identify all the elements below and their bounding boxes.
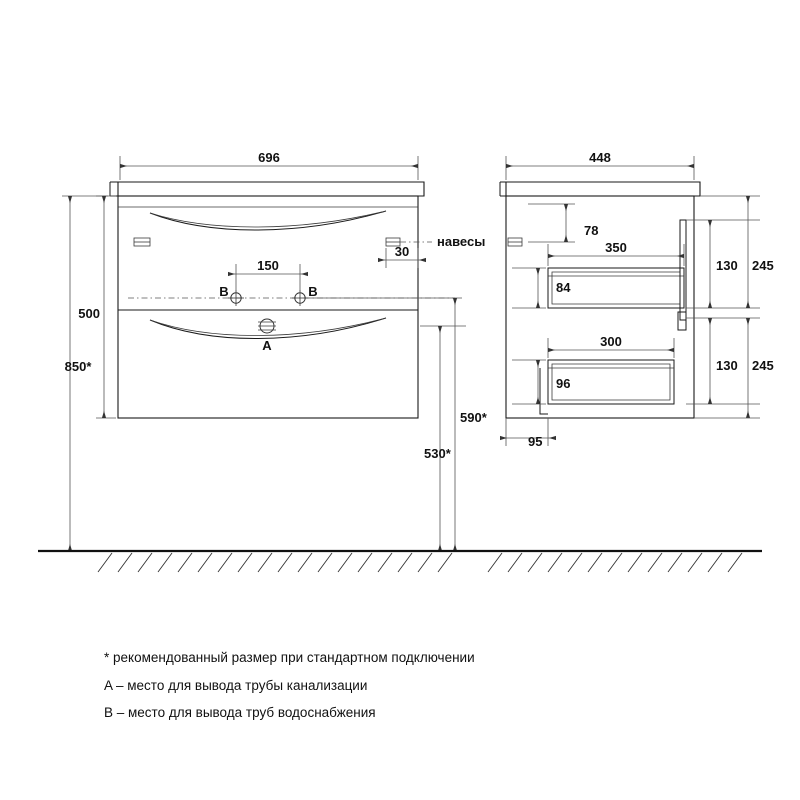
dim-top-offset: 78 [584, 223, 599, 238]
label-water-left: B [219, 284, 229, 299]
legend-line-3: B – место для вывода труб водоснабжения [104, 705, 376, 720]
label-drain: A [262, 338, 272, 353]
dim-lower-drawer-height: 96 [556, 376, 571, 391]
label-hanger: навесы [437, 234, 486, 249]
dim-water-height: 530* [424, 446, 451, 461]
dim-total-height: 850* [64, 359, 92, 374]
dim-cabinet-height: 500 [78, 306, 100, 321]
front-view-geometry [110, 182, 455, 418]
legend-line-1: * рекомендованный размер при стандартном подключении [104, 650, 475, 665]
side-view-geometry [500, 182, 700, 418]
ground-line [38, 551, 762, 572]
dim-drain-height: 590* [460, 410, 487, 425]
dim-lower-drawer-width: 300 [600, 334, 622, 349]
dim-side-depth: 448 [589, 150, 611, 165]
label-water-right: B [308, 284, 318, 299]
dim-lower-right-2: 245 [752, 358, 774, 373]
legend-line-2: A – место для вывода трубы канализации [104, 678, 368, 693]
dim-upper-drawer-height: 84 [556, 280, 571, 295]
dim-bottom-offset: 95 [528, 434, 543, 449]
dim-front-width: 696 [258, 150, 280, 165]
dim-upper-right-1: 130 [716, 258, 738, 273]
dim-lower-right-1: 130 [716, 358, 738, 373]
dim-hanger-offset: 30 [394, 244, 410, 259]
dim-upper-drawer-width: 350 [605, 240, 627, 255]
dim-water-spacing: 150 [257, 258, 279, 273]
dim-upper-right-2: 245 [752, 258, 774, 273]
